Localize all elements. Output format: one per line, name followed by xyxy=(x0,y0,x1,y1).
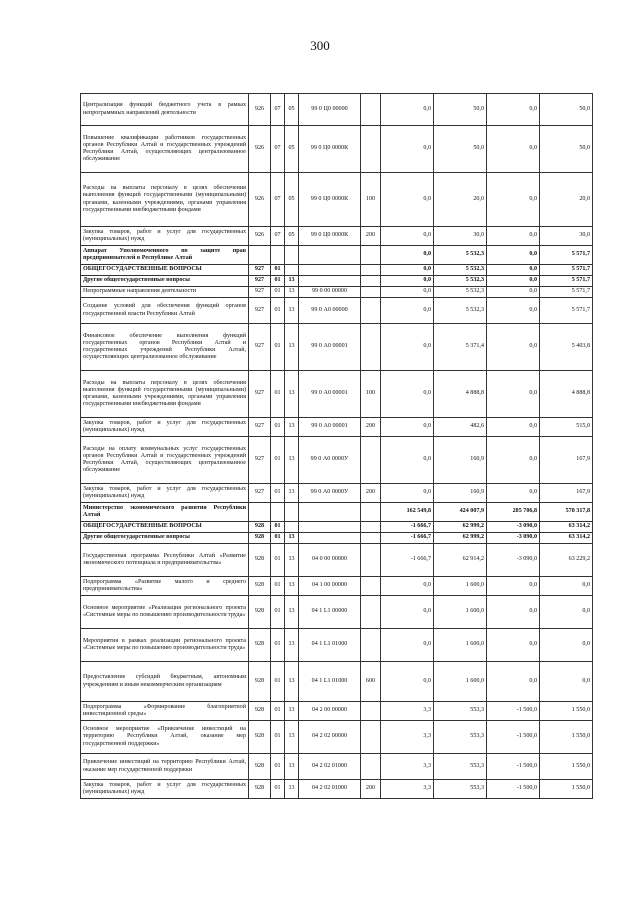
cell-amount-2: 50,0 xyxy=(434,126,487,173)
cell-amount-4: 0,0 xyxy=(540,577,593,596)
cell-name: Другие общегосударственные вопросы xyxy=(81,533,249,544)
cell-ved-code: 928 xyxy=(249,702,271,721)
table-row xyxy=(81,94,593,126)
cell-amount-3: 285 706,8 xyxy=(487,503,540,522)
cell-amount-2: 553,3 xyxy=(434,721,487,754)
cell-amount-4: 5 571,7 xyxy=(540,287,593,298)
cell-name: Привлечение инвестиций на территорию Республики Алтай, оказание мер государственной поддержки xyxy=(81,754,249,780)
cell-amount-2: 553,3 xyxy=(434,754,487,780)
table-row xyxy=(81,276,593,287)
cell-section: 01 xyxy=(271,596,285,629)
cell-subsection xyxy=(285,265,299,276)
cell-expense-type: 200 xyxy=(361,780,381,799)
cell-subsection: 13 xyxy=(285,418,299,437)
cell-amount-1: 0,0 xyxy=(381,276,434,287)
cell-expense-type xyxy=(361,544,381,577)
cell-section: 01 xyxy=(271,371,285,418)
cell-target-article: 04 1 00 00000 xyxy=(299,577,361,596)
cell-amount-3: -1 500,0 xyxy=(487,702,540,721)
cell-amount-1: 0,0 xyxy=(381,484,434,503)
cell-subsection: 13 xyxy=(285,371,299,418)
cell-section: 01 xyxy=(271,721,285,754)
cell-name: Закупка товаров, работ и услуг для государственных (муниципальных) нужд xyxy=(81,227,249,246)
cell-amount-3: 0,0 xyxy=(487,371,540,418)
cell-section: 01 xyxy=(271,298,285,324)
cell-expense-type xyxy=(361,126,381,173)
cell-section: 07 xyxy=(271,126,285,173)
cell-expense-type: 200 xyxy=(361,418,381,437)
cell-amount-3: -3 090,0 xyxy=(487,544,540,577)
cell-subsection: 13 xyxy=(285,437,299,484)
cell-amount-4: 5 571,7 xyxy=(540,298,593,324)
cell-subsection xyxy=(285,246,299,265)
cell-amount-3: 0,0 xyxy=(487,94,540,126)
cell-expense-type: 200 xyxy=(361,227,381,246)
cell-name: Повышение квалификации работников государственных органов Республики Алтай и государственных учреждений Республики Алтай, осуществляющих централизованное обслуживание xyxy=(81,126,249,173)
cell-target-article: 04 0 00 00000 xyxy=(299,544,361,577)
cell-amount-4: 1 550,0 xyxy=(540,780,593,799)
table-row xyxy=(81,754,593,780)
cell-amount-2: 4 888,8 xyxy=(434,371,487,418)
cell-expense-type xyxy=(361,246,381,265)
cell-ved-code: 927 xyxy=(249,265,271,276)
table-row xyxy=(81,437,593,484)
cell-expense-type xyxy=(361,265,381,276)
cell-subsection: 05 xyxy=(285,227,299,246)
budget-table xyxy=(80,93,593,799)
table-row xyxy=(81,702,593,721)
cell-ved-code: 928 xyxy=(249,780,271,799)
cell-subsection: 13 xyxy=(285,533,299,544)
cell-subsection xyxy=(285,503,299,522)
cell-amount-4: 5 571,7 xyxy=(540,246,593,265)
cell-expense-type xyxy=(361,754,381,780)
cell-subsection: 13 xyxy=(285,577,299,596)
cell-amount-1: 3,3 xyxy=(381,780,434,799)
cell-ved-code: 927 xyxy=(249,287,271,298)
cell-section xyxy=(271,246,285,265)
table-row xyxy=(81,173,593,227)
cell-amount-4: 63 229,2 xyxy=(540,544,593,577)
cell-expense-type xyxy=(361,437,381,484)
cell-amount-1: 0,0 xyxy=(381,265,434,276)
cell-amount-3: -1 500,0 xyxy=(487,780,540,799)
cell-name: Другие общегосударственные вопросы xyxy=(81,276,249,287)
cell-target-article xyxy=(299,276,361,287)
cell-ved-code: 928 xyxy=(249,629,271,662)
cell-amount-1: 3,3 xyxy=(381,754,434,780)
cell-section: 01 xyxy=(271,544,285,577)
cell-name: Финансовое обеспечение выполнения функций государственных органов Республики Алтай и государственных учреждений Республики Алтай, осуществляющих централизованное обслуживание xyxy=(81,324,249,371)
cell-name: Министерство экономического развития Республики Алтай xyxy=(81,503,249,522)
cell-section: 01 xyxy=(271,324,285,371)
cell-name: Закупка товаров, работ и услуг для государственных (муниципальных) нужд xyxy=(81,484,249,503)
cell-section: 01 xyxy=(271,437,285,484)
table-row xyxy=(81,522,593,533)
cell-amount-2: 5 532,3 xyxy=(434,265,487,276)
cell-name: Основное мероприятие «Реализация регионального проекта «Системные меры по повышению производительности труда» xyxy=(81,596,249,629)
cell-expense-type xyxy=(361,577,381,596)
cell-section: 01 xyxy=(271,577,285,596)
cell-amount-1: 0,0 xyxy=(381,173,434,227)
cell-name: Подпрограмма «Формирование благоприятной инвестиционной среды» xyxy=(81,702,249,721)
cell-target-article: 99 0 Ц0 0000К xyxy=(299,173,361,227)
cell-amount-4: 20,0 xyxy=(540,173,593,227)
cell-amount-1: 3,3 xyxy=(381,702,434,721)
table-row xyxy=(81,227,593,246)
cell-expense-type: 600 xyxy=(361,662,381,702)
cell-ved-code: 927 xyxy=(249,484,271,503)
cell-amount-2: 62 999,2 xyxy=(434,533,487,544)
cell-amount-1: 0,0 xyxy=(381,371,434,418)
cell-ved-code: 928 xyxy=(249,522,271,533)
cell-target-article xyxy=(299,533,361,544)
cell-ved-code: 927 xyxy=(249,418,271,437)
table-row xyxy=(81,544,593,577)
cell-amount-3: -1 500,0 xyxy=(487,721,540,754)
cell-amount-3: 0,0 xyxy=(487,484,540,503)
cell-amount-3: -3 090,0 xyxy=(487,522,540,533)
cell-ved-code: 928 xyxy=(249,754,271,780)
table-row xyxy=(81,662,593,702)
cell-subsection: 13 xyxy=(285,780,299,799)
cell-amount-4: 167,9 xyxy=(540,437,593,484)
cell-amount-4: 5 403,8 xyxy=(540,324,593,371)
cell-section: 01 xyxy=(271,629,285,662)
cell-expense-type xyxy=(361,596,381,629)
cell-amount-1: 0,0 xyxy=(381,246,434,265)
cell-ved-code: 928 xyxy=(249,721,271,754)
cell-target-article: 04 2 02 01000 xyxy=(299,780,361,799)
cell-ved-code: 926 xyxy=(249,227,271,246)
cell-subsection xyxy=(285,522,299,533)
cell-name: Закупка товаров, работ и услуг для государственных (муниципальных) нужд xyxy=(81,780,249,799)
cell-expense-type xyxy=(361,629,381,662)
cell-section: 01 xyxy=(271,702,285,721)
cell-section: 07 xyxy=(271,227,285,246)
cell-name: Создание условий для обеспечения функций органов государственной власти Республики Алтай xyxy=(81,298,249,324)
table-row xyxy=(81,126,593,173)
cell-amount-4: 0,0 xyxy=(540,629,593,662)
cell-expense-type xyxy=(361,533,381,544)
cell-amount-1: 0,0 xyxy=(381,629,434,662)
cell-amount-2: 1 600,0 xyxy=(434,596,487,629)
cell-amount-4: 4 888,8 xyxy=(540,371,593,418)
cell-amount-4: 5 571,7 xyxy=(540,265,593,276)
cell-amount-4: 167,9 xyxy=(540,484,593,503)
cell-amount-4: 5 571,7 xyxy=(540,276,593,287)
cell-amount-3: -3 090,0 xyxy=(487,533,540,544)
cell-expense-type: 200 xyxy=(361,484,381,503)
cell-ved-code: 926 xyxy=(249,94,271,126)
cell-amount-4: 515,0 xyxy=(540,418,593,437)
cell-subsection: 05 xyxy=(285,173,299,227)
cell-amount-4: 63 314,2 xyxy=(540,533,593,544)
cell-amount-2: 20,0 xyxy=(434,173,487,227)
cell-expense-type xyxy=(361,503,381,522)
cell-expense-type: 100 xyxy=(361,371,381,418)
cell-name: Расходы на оплату коммунальных услуг государственных органов Республики Алтай и государственных учреждений Республики Алтай, осуществляющих централизованное обслуживание xyxy=(81,437,249,484)
cell-target-article: 99 0 А0 00001 xyxy=(299,418,361,437)
cell-expense-type xyxy=(361,276,381,287)
cell-target-article xyxy=(299,246,361,265)
table-row xyxy=(81,533,593,544)
cell-amount-4: 30,0 xyxy=(540,227,593,246)
cell-section: 01 xyxy=(271,484,285,503)
cell-section: 07 xyxy=(271,94,285,126)
cell-amount-2: 1 600,0 xyxy=(434,662,487,702)
cell-subsection: 13 xyxy=(285,544,299,577)
cell-amount-1: 0,0 xyxy=(381,94,434,126)
cell-subsection: 05 xyxy=(285,94,299,126)
cell-section: 01 xyxy=(271,276,285,287)
cell-ved-code: 928 xyxy=(249,577,271,596)
cell-expense-type: 100 xyxy=(361,173,381,227)
cell-subsection: 13 xyxy=(285,721,299,754)
table-row xyxy=(81,629,593,662)
cell-amount-2: 5 532,3 xyxy=(434,276,487,287)
cell-amount-2: 30,0 xyxy=(434,227,487,246)
table-row xyxy=(81,324,593,371)
cell-expense-type xyxy=(361,287,381,298)
cell-amount-1: 0,0 xyxy=(381,437,434,484)
table-row xyxy=(81,246,593,265)
cell-subsection: 05 xyxy=(285,126,299,173)
cell-ved-code: 927 xyxy=(249,298,271,324)
cell-amount-1: -1 666,7 xyxy=(381,544,434,577)
cell-amount-3: 0,0 xyxy=(487,265,540,276)
cell-amount-1: 0,0 xyxy=(381,298,434,324)
cell-amount-1: -1 666,7 xyxy=(381,522,434,533)
cell-ved-code: 927 xyxy=(249,371,271,418)
cell-amount-3: 0,0 xyxy=(487,246,540,265)
cell-expense-type xyxy=(361,522,381,533)
cell-target-article: 99 0 Ц0 0000К xyxy=(299,227,361,246)
cell-amount-1: 0,0 xyxy=(381,662,434,702)
cell-target-article xyxy=(299,522,361,533)
cell-amount-4: 50,0 xyxy=(540,94,593,126)
cell-name: ОБЩЕГОСУДАРСТВЕННЫЕ ВОПРОСЫ xyxy=(81,265,249,276)
cell-amount-3: 0,0 xyxy=(487,276,540,287)
cell-ved-code: 927 xyxy=(249,276,271,287)
cell-target-article: 99 0 Ц0 00000 xyxy=(299,94,361,126)
cell-subsection: 13 xyxy=(285,324,299,371)
table-row xyxy=(81,780,593,799)
cell-amount-4: 0,0 xyxy=(540,662,593,702)
cell-amount-4: 50,0 xyxy=(540,126,593,173)
table-row xyxy=(81,503,593,522)
cell-amount-3: 0,0 xyxy=(487,173,540,227)
cell-target-article: 99 0 А0 00000 xyxy=(299,298,361,324)
cell-section: 01 xyxy=(271,754,285,780)
cell-subsection: 13 xyxy=(285,298,299,324)
cell-amount-1: 0,0 xyxy=(381,324,434,371)
cell-ved-code: 928 xyxy=(249,544,271,577)
cell-amount-1: 0,0 xyxy=(381,418,434,437)
table-row xyxy=(81,371,593,418)
table-row xyxy=(81,298,593,324)
cell-ved-code: 928 xyxy=(249,662,271,702)
cell-expense-type xyxy=(361,324,381,371)
cell-amount-3: 0,0 xyxy=(487,227,540,246)
cell-amount-1: 0,0 xyxy=(381,227,434,246)
cell-expense-type xyxy=(361,94,381,126)
cell-amount-2: 5 532,3 xyxy=(434,298,487,324)
cell-amount-4: 1 550,0 xyxy=(540,702,593,721)
cell-section: 01 xyxy=(271,418,285,437)
cell-expense-type xyxy=(361,702,381,721)
cell-section: 01 xyxy=(271,533,285,544)
cell-expense-type xyxy=(361,721,381,754)
cell-target-article xyxy=(299,265,361,276)
cell-ved-code: 927 xyxy=(249,437,271,484)
cell-section: 01 xyxy=(271,662,285,702)
cell-amount-2: 553,3 xyxy=(434,702,487,721)
cell-amount-4: 0,0 xyxy=(540,596,593,629)
cell-target-article xyxy=(299,503,361,522)
budget-table-container xyxy=(80,93,592,799)
cell-amount-2: 50,0 xyxy=(434,94,487,126)
cell-amount-1: 3,3 xyxy=(381,721,434,754)
table-row xyxy=(81,418,593,437)
table-row xyxy=(81,596,593,629)
cell-target-article: 04 2 02 01000 xyxy=(299,754,361,780)
cell-amount-2: 5 532,3 xyxy=(434,246,487,265)
cell-subsection: 13 xyxy=(285,287,299,298)
cell-amount-1: 0,0 xyxy=(381,126,434,173)
cell-target-article: 04 1 L1 00000 xyxy=(299,596,361,629)
cell-name: Расходы на выплаты персоналу в целях обеспечения выполнения функций государственными (муниципальными) органами, казенными учреждениями, органами управления государственными внебюджетными фондами xyxy=(81,371,249,418)
cell-amount-3: 0,0 xyxy=(487,629,540,662)
cell-amount-3: 0,0 xyxy=(487,126,540,173)
cell-amount-2: 553,3 xyxy=(434,780,487,799)
cell-target-article: 99 0 Ц0 0000К xyxy=(299,126,361,173)
cell-name: Закупка товаров, работ и услуг для государственных (муниципальных) нужд xyxy=(81,418,249,437)
table-row xyxy=(81,484,593,503)
cell-amount-3: 0,0 xyxy=(487,298,540,324)
table-row xyxy=(81,287,593,298)
cell-amount-2: 160,9 xyxy=(434,437,487,484)
cell-target-article: 04 2 00 00000 xyxy=(299,702,361,721)
cell-subsection: 13 xyxy=(285,484,299,503)
table-row xyxy=(81,265,593,276)
cell-ved-code: 926 xyxy=(249,173,271,227)
cell-amount-2: 62 999,2 xyxy=(434,522,487,533)
cell-target-article: 99 0 А0 00001 xyxy=(299,324,361,371)
cell-amount-2: 1 600,0 xyxy=(434,629,487,662)
cell-name: Непрограммные направления деятельности xyxy=(81,287,249,298)
cell-name: ОБЩЕГОСУДАРСТВЕННЫЕ ВОПРОСЫ xyxy=(81,522,249,533)
cell-section: 01 xyxy=(271,265,285,276)
cell-amount-1: 162 549,8 xyxy=(381,503,434,522)
cell-amount-3: 0,0 xyxy=(487,437,540,484)
cell-name: Основное мероприятие «Привлечение инвестиций на территорию Республики Алтай, оказание мер государственной поддержки» xyxy=(81,721,249,754)
cell-ved-code xyxy=(249,503,271,522)
cell-target-article: 99 0 А0 0000У xyxy=(299,484,361,503)
page-number: 300 xyxy=(310,38,330,53)
cell-name: Предоставление субсидий бюджетным, автономным учреждениям и иным некоммерческим организациям xyxy=(81,662,249,702)
cell-name: Государственная программа Республики Алтай «Развитие экономического потенциала и предпринимательства» xyxy=(81,544,249,577)
cell-section: 01 xyxy=(271,522,285,533)
cell-amount-2: 62 914,2 xyxy=(434,544,487,577)
cell-amount-2: 5 371,4 xyxy=(434,324,487,371)
cell-amount-1: 0,0 xyxy=(381,287,434,298)
cell-amount-2: 424 007,9 xyxy=(434,503,487,522)
cell-subsection: 13 xyxy=(285,629,299,662)
cell-amount-3: 0,0 xyxy=(487,287,540,298)
cell-ved-code: 928 xyxy=(249,533,271,544)
cell-subsection: 13 xyxy=(285,754,299,780)
cell-section: 07 xyxy=(271,173,285,227)
cell-subsection: 13 xyxy=(285,596,299,629)
cell-name: Централизация функций бюджетного учета в рамках непрограммных направлений деятельности xyxy=(81,94,249,126)
cell-subsection: 13 xyxy=(285,662,299,702)
cell-ved-code: 926 xyxy=(249,126,271,173)
cell-target-article: 04 2 02 00000 xyxy=(299,721,361,754)
cell-amount-3: 0,0 xyxy=(487,324,540,371)
cell-amount-2: 1 600,0 xyxy=(434,577,487,596)
cell-name: Аппарат Уполномоченного по защите прав предпринимателей в Республике Алтай xyxy=(81,246,249,265)
cell-amount-3: -1 500,0 xyxy=(487,754,540,780)
budget-table-body xyxy=(81,94,593,799)
cell-target-article: 04 1 L1 01000 xyxy=(299,629,361,662)
cell-amount-1: 0,0 xyxy=(381,596,434,629)
cell-amount-3: 0,0 xyxy=(487,577,540,596)
table-row xyxy=(81,721,593,754)
cell-amount-3: 0,0 xyxy=(487,662,540,702)
cell-ved-code: 927 xyxy=(249,324,271,371)
cell-ved-code: 928 xyxy=(249,596,271,629)
cell-amount-4: 1 550,0 xyxy=(540,721,593,754)
cell-section: 01 xyxy=(271,287,285,298)
cell-amount-2: 160,9 xyxy=(434,484,487,503)
cell-amount-3: 0,0 xyxy=(487,596,540,629)
cell-target-article: 99 0 А0 00001 xyxy=(299,371,361,418)
cell-target-article: 04 1 L1 01000 xyxy=(299,662,361,702)
cell-ved-code xyxy=(249,246,271,265)
cell-subsection: 13 xyxy=(285,276,299,287)
cell-amount-1: -1 666,7 xyxy=(381,533,434,544)
cell-amount-2: 482,6 xyxy=(434,418,487,437)
cell-amount-4: 578 317,8 xyxy=(540,503,593,522)
cell-name: Подпрограмма «Развитие малого и среднего предпринимательства» xyxy=(81,577,249,596)
cell-section: 01 xyxy=(271,780,285,799)
cell-target-article: 99 0 00 00000 xyxy=(299,287,361,298)
cell-name: Расходы на выплаты персоналу в целях обеспечения выполнения функций государственными (муниципальными) органами, казенными учреждениями, органами управления государственными внебюджетными фондами xyxy=(81,173,249,227)
cell-amount-3: 0,0 xyxy=(487,418,540,437)
cell-amount-1: 0,0 xyxy=(381,577,434,596)
cell-target-article: 99 0 А0 0000У xyxy=(299,437,361,484)
cell-expense-type xyxy=(361,298,381,324)
cell-name: Мероприятия в рамках реализации регионального проекта «Системные меры по повышению производительности труда» xyxy=(81,629,249,662)
table-row xyxy=(81,577,593,596)
cell-amount-4: 1 550,0 xyxy=(540,754,593,780)
cell-amount-4: 63 314,2 xyxy=(540,522,593,533)
cell-section xyxy=(271,503,285,522)
cell-amount-2: 5 532,3 xyxy=(434,287,487,298)
cell-subsection: 13 xyxy=(285,702,299,721)
